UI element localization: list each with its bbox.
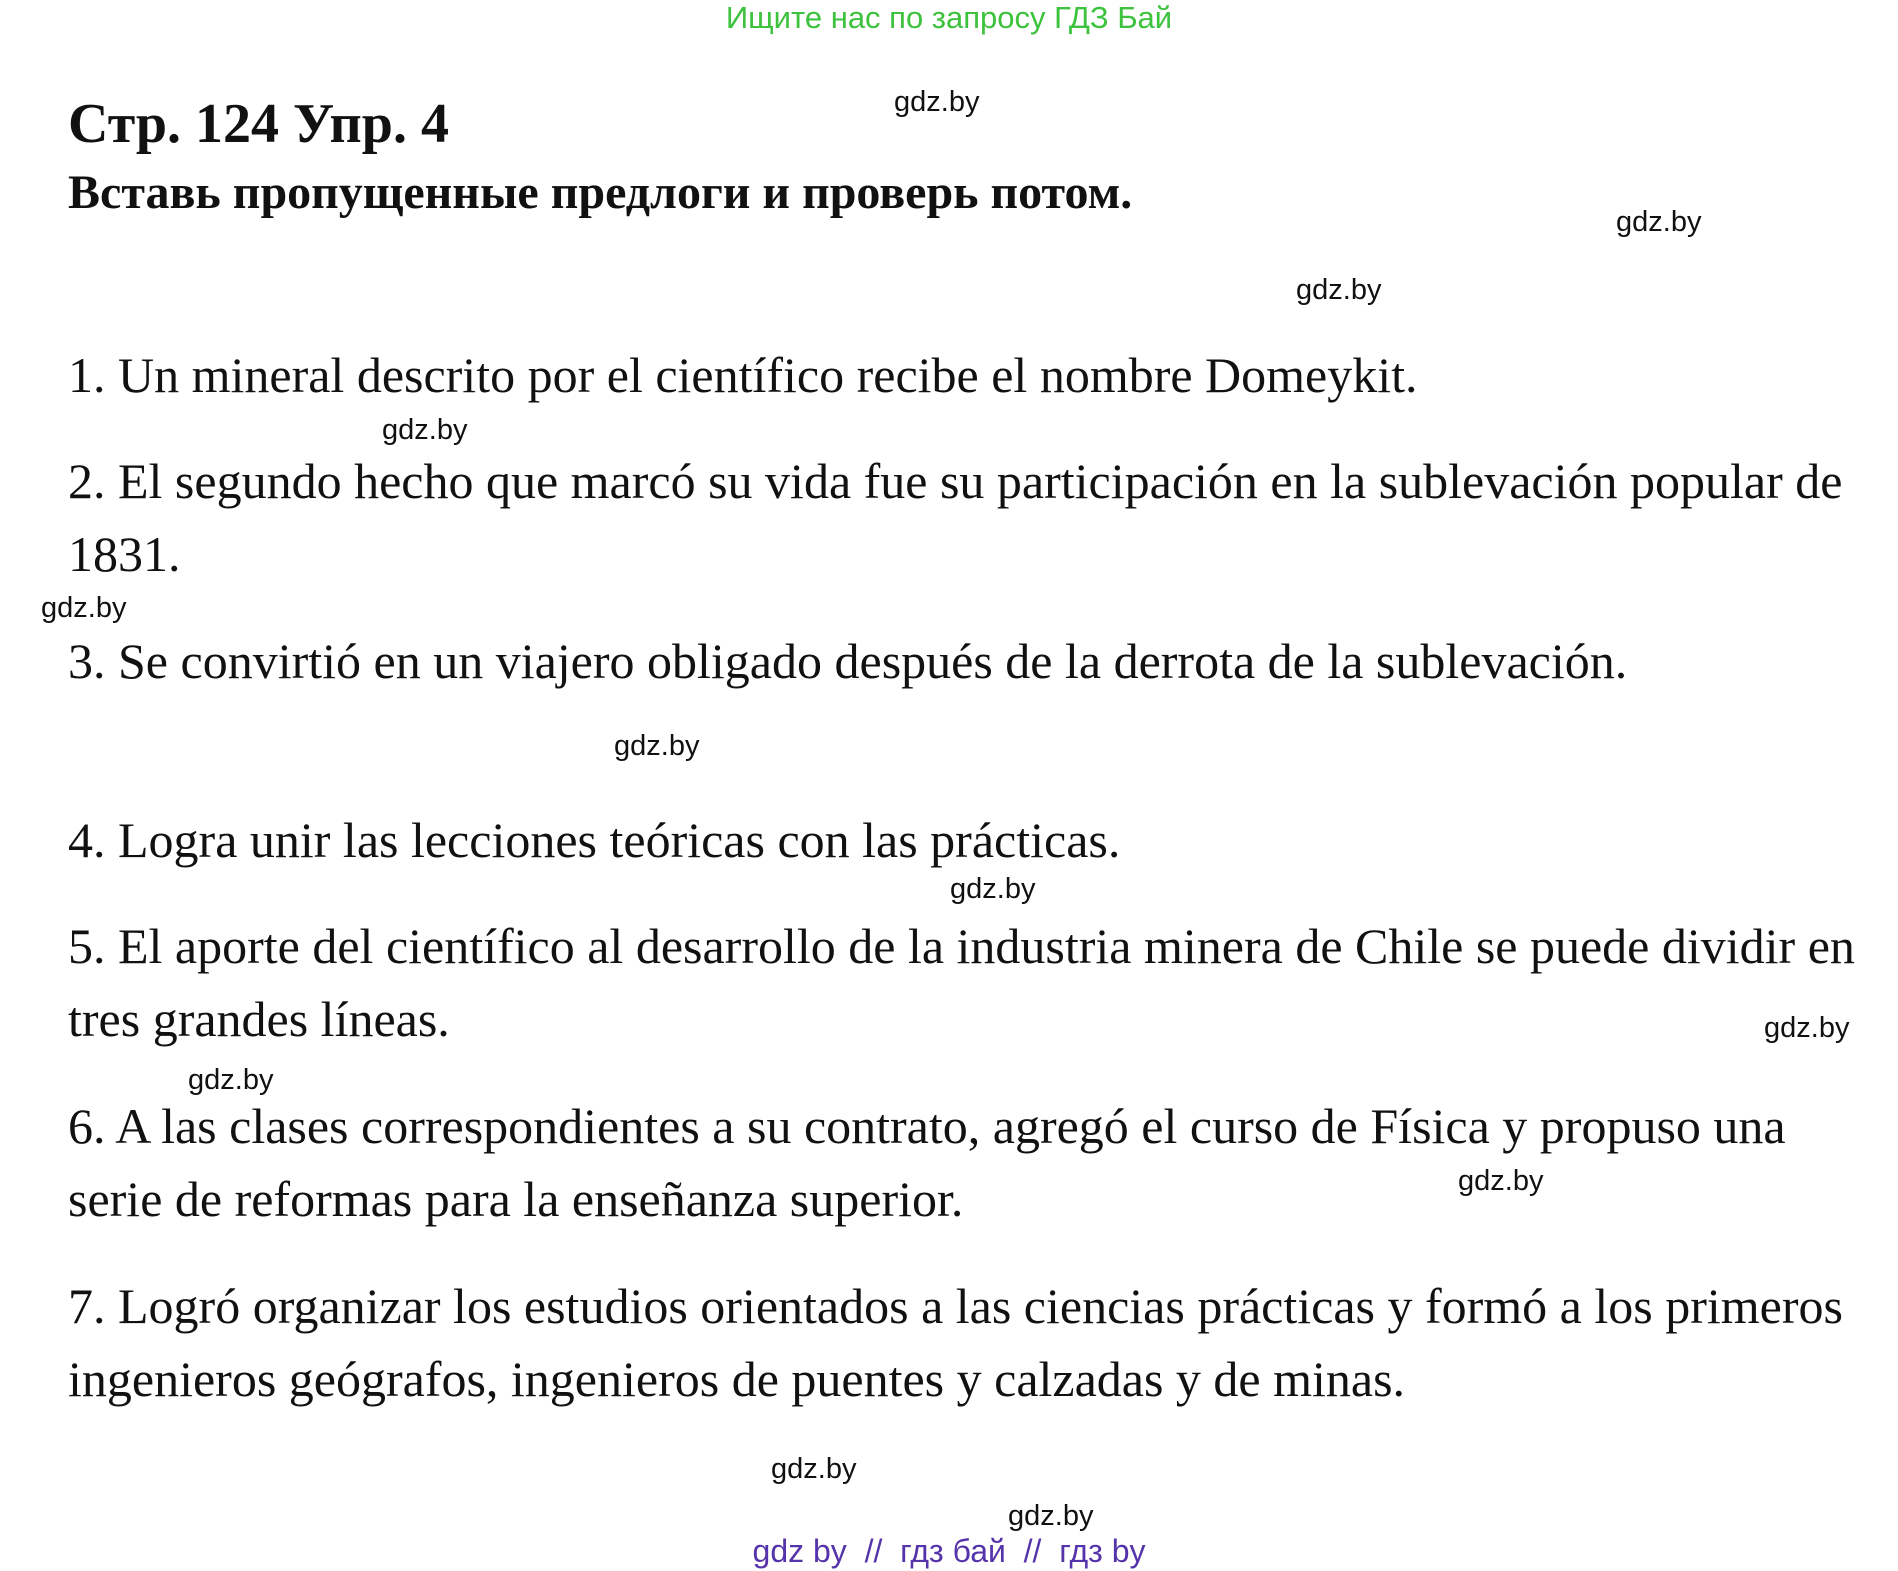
footer-watermark: gdz by // гдз бай // гдз by: [752, 1533, 1146, 1569]
watermark: gdz.by: [1296, 274, 1382, 306]
page-title: Стр. 124 Упр. 4: [68, 93, 449, 155]
watermark: gdz.by: [382, 414, 468, 446]
sentence-item-1: 1. Un mineral descrito por el científico recibe el nombre Domeykit.: [68, 347, 1418, 403]
sentence-item-2: 2. El segundo hecho que marcó su vida fue su participación en la sublevación popular de 1831.: [68, 453, 1843, 582]
watermark: gdz.by: [894, 86, 980, 118]
watermark: gdz.by: [1764, 1012, 1850, 1044]
watermark: gdz.by: [1008, 1500, 1094, 1532]
watermark: gdz.by: [771, 1453, 857, 1485]
watermark: gdz.by: [188, 1064, 274, 1096]
sentence-item-7: 7. Logró organizar los estudios orientados a las ciencias prácticas y formó a los primeros ingenieros geógrafos, ingenieros de puentes y calzadas y de minas.: [68, 1278, 1843, 1407]
sentence-item-5: 5. El aporte del científico al desarrollo de la industria minera de Chile se puede dividir en tres grandes líneas.: [68, 918, 1855, 1047]
sentence-item-6: 6. A las clases correspondientes a su contrato, agregó el curso de Física y propuso una serie de reformas para la enseñanza superior.: [68, 1098, 1786, 1227]
watermark: gdz.by: [1616, 206, 1702, 238]
watermark: gdz.by: [1458, 1165, 1544, 1197]
top-banner: Ищите нас по запросу ГДЗ Бай: [725, 0, 1173, 35]
watermark: gdz.by: [614, 730, 700, 762]
task-instruction: Вставь пропущенные предлоги и проверь потом.: [68, 166, 1133, 219]
sentence-item-3: 3. Se convirtió en un viajero obligado después de la derrota de la sublevación.: [68, 633, 1628, 689]
watermark: gdz.by: [41, 592, 127, 624]
watermark: gdz.by: [950, 873, 1036, 905]
sentence-item-4: 4. Logra unir las lecciones teóricas con las prácticas.: [68, 812, 1121, 868]
